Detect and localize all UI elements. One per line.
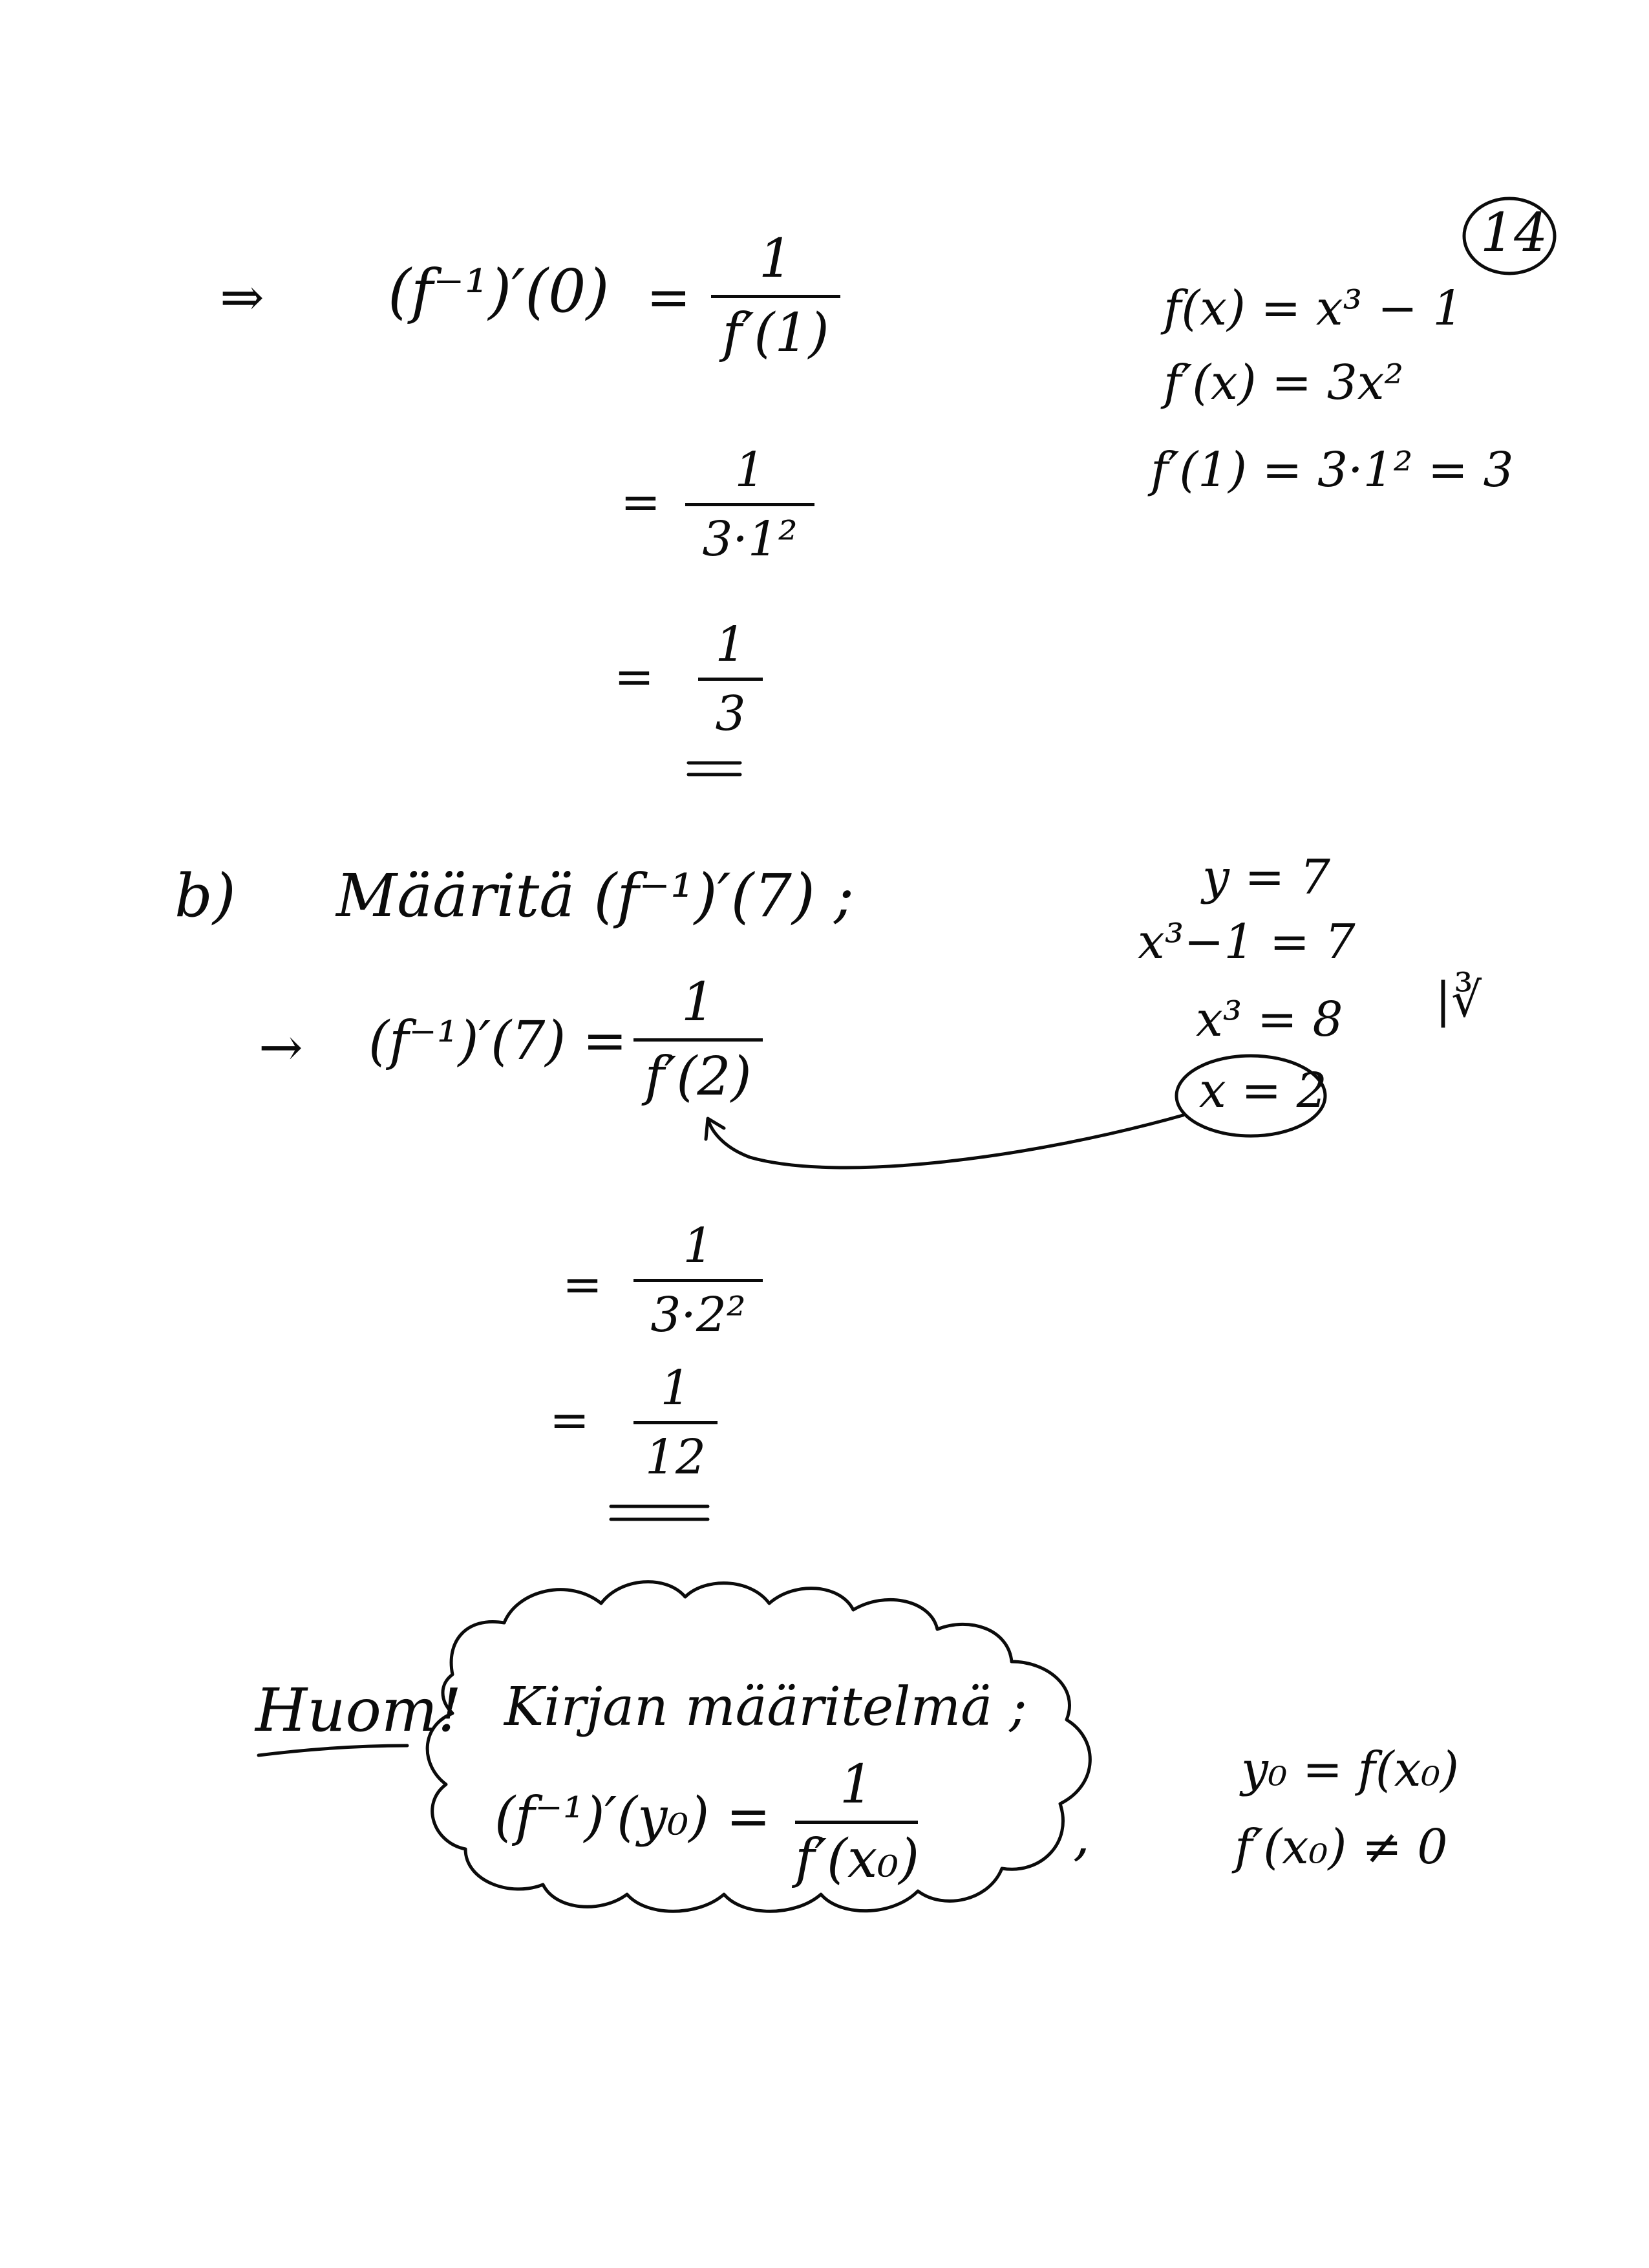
part-b-equals-3: = xyxy=(549,1393,590,1448)
fraction-bar xyxy=(698,678,763,681)
part-a-equals-3: = xyxy=(614,649,655,705)
fraction-numerator: 1 xyxy=(839,1754,874,1815)
double-underline-b xyxy=(611,1506,708,1519)
fraction-numerator: 1 xyxy=(681,972,716,1033)
fraction-numerator: 1 xyxy=(683,1218,714,1274)
part-a-fraction-2 xyxy=(685,442,814,567)
double-underline-a xyxy=(688,763,740,775)
part-b-fraction-2 xyxy=(633,1218,763,1343)
fraction-bar xyxy=(711,295,840,298)
part-b-label: b) xyxy=(175,861,236,930)
part-b-equals-2: = xyxy=(562,1257,603,1312)
condition-line-1: y₀ = f(x₀) xyxy=(1241,1742,1460,1797)
fraction-denominator: f′(2) xyxy=(644,1046,752,1107)
fraction-numerator: 1 xyxy=(758,228,793,290)
part-a-lhs: (f⁻¹)′(0) xyxy=(388,257,610,326)
fraction-denominator: f′(x₀) xyxy=(795,1828,920,1890)
fraction-denominator: f′(1) xyxy=(722,303,829,364)
fraction-denominator: 3·1² xyxy=(702,511,798,567)
fraction-numerator: 1 xyxy=(715,617,746,672)
condition-line-2: f′(x₀) ≠ 0 xyxy=(1235,1819,1448,1875)
part-b-side-line-3: x³ = 8 xyxy=(1196,992,1343,1047)
part-b-side-line-1: y = 7 xyxy=(1202,850,1330,905)
fraction-bar xyxy=(633,1279,763,1282)
fraction-bar xyxy=(633,1038,763,1042)
note-cloud xyxy=(427,1582,1090,1912)
part-a-equals-1: = xyxy=(646,267,691,328)
part-a-side-line-1: f(x) = x³ − 1 xyxy=(1164,281,1463,336)
part-b-arrow: → xyxy=(259,1017,303,1078)
fraction-bar xyxy=(795,1821,918,1824)
cloud-formula-lhs: (f⁻¹)′(y₀) = xyxy=(495,1786,771,1848)
fraction-denominator: 3·2² xyxy=(650,1287,746,1343)
cloud-title: Kirjan määritelmä ; xyxy=(504,1676,1027,1738)
part-a-equals-2: = xyxy=(621,475,661,530)
cloud-formula-fraction xyxy=(795,1754,920,1890)
part-a-fraction-1 xyxy=(711,228,840,364)
fraction-numerator: 1 xyxy=(734,442,765,498)
part-a-fraction-3 xyxy=(698,617,763,742)
note-label: Huom! xyxy=(255,1676,462,1745)
part-a-side-line-3: f′(1) = 3·1² = 3 xyxy=(1151,442,1514,498)
part-b-task: Määritä (f⁻¹)′(7) ; xyxy=(336,861,855,930)
fraction-bar xyxy=(633,1421,718,1424)
fraction-denominator: 12 xyxy=(644,1429,707,1485)
note-underline xyxy=(259,1746,407,1755)
fraction-denominator: 3 xyxy=(715,686,746,742)
part-b-side-line-4: x = 2 xyxy=(1199,1063,1327,1118)
part-b-fraction-3 xyxy=(633,1360,718,1485)
part-b-fraction-1 xyxy=(633,972,763,1107)
part-a-side-line-2: f′(x) = 3x² xyxy=(1164,355,1404,411)
fraction-bar xyxy=(685,503,814,506)
substitution-arrow xyxy=(706,1115,1183,1168)
implies-symbol: ⇒ xyxy=(220,267,264,328)
fraction-numerator: 1 xyxy=(660,1360,691,1416)
page-number: 14 xyxy=(1480,202,1548,264)
cloud-trailing-comma: , xyxy=(1073,1806,1090,1867)
cube-root-mark: |∛ xyxy=(1435,972,1482,1028)
part-b-lhs: (f⁻¹)′(7) = xyxy=(368,1011,628,1072)
part-b-side-line-2: x³−1 = 7 xyxy=(1138,914,1356,970)
